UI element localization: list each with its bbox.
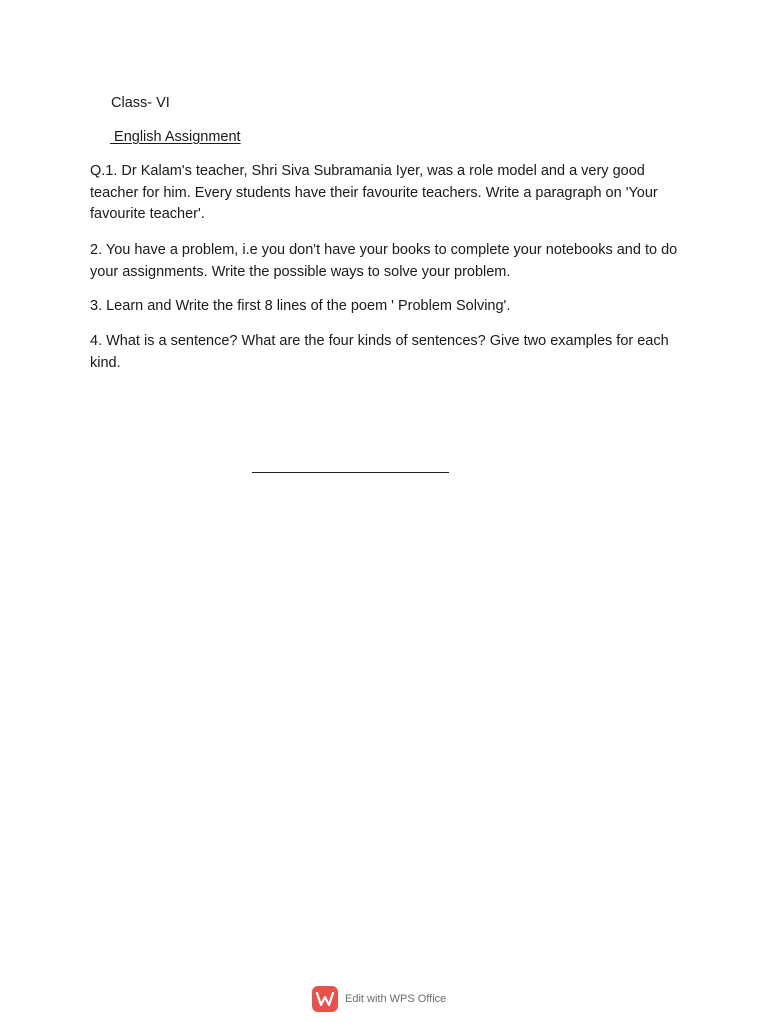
question-1: Q.1. Dr Kalam's teacher, Shri Siva Subramania Iyer, was a role model and a very good teacher for him. Every students have their favourite teachers. Write a paragraph on 'Your favourite teacher'. [90, 163, 658, 222]
assignment-title: English Assignment [110, 129, 241, 145]
question-4: 4. What is a sentence? What are the four kinds of sentences? Give two examples for each kind. [90, 333, 669, 371]
question-2: 2. You have a problem, i.e you don't have your books to complete your notebooks and to do your assignments. Write the possible ways to solve your problem. [90, 242, 678, 280]
edit-with-wps-badge[interactable] [312, 985, 446, 1012]
signature-line [252, 472, 449, 473]
wps-w-glyph [316, 992, 334, 1006]
question-3: 3. Learn and Write the first 8 lines of the poem ' Problem Solving'. [90, 298, 511, 314]
wps-label: Edit with WPS Office [345, 992, 447, 1005]
wps-logo-icon [312, 986, 338, 1012]
class-line: Class- VI [111, 95, 170, 111]
